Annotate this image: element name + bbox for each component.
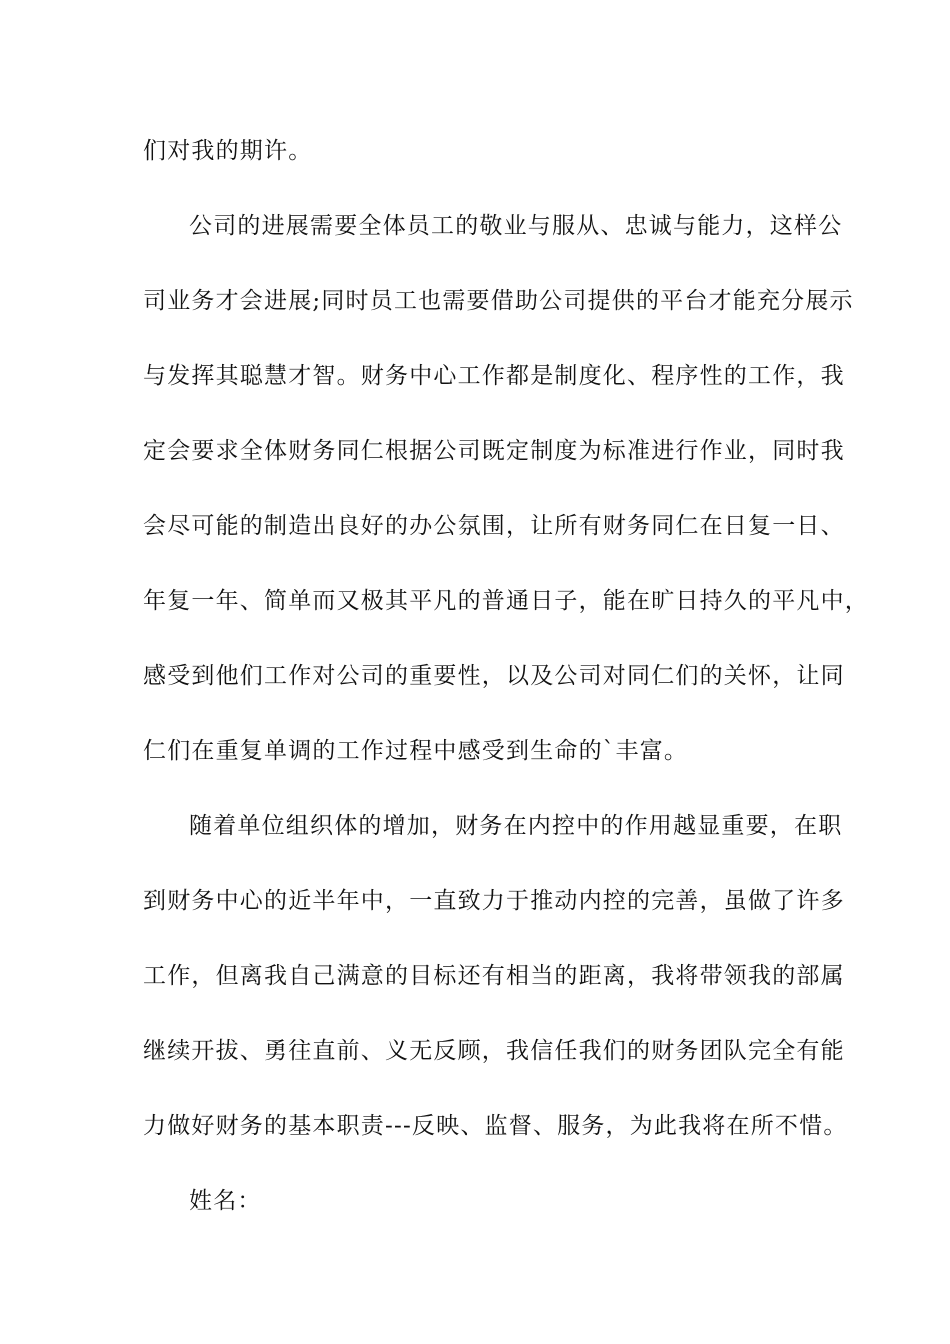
text-line: 继续开拔、勇往直前、义无反顾，我信任我们的财务团队完全有能 <box>143 1038 845 1064</box>
text-line: 仁们在重复单调的工作过程中感受到生命的`丰富。 <box>143 738 689 764</box>
name-label: 姓名： <box>189 1188 262 1214</box>
paragraph-start-line: 随着单位组织体的增加，财务在内控中的作用越显重要，在职 <box>189 813 843 839</box>
text-line: 定会要求全体财务同仁根据公司既定制度为标准进行作业，同时我 <box>143 438 845 464</box>
text-line: 年复一年、简单而又极其平凡的普通日子，能在旷日持久的平凡中， <box>143 588 869 614</box>
text-line: 与发挥其聪慧才智。财务中心工作都是制度化、程序性的工作，我 <box>143 363 845 389</box>
text-line: 会尽可能的制造出良好的办公氛围，让所有财务同仁在日复一日、 <box>143 513 845 539</box>
text-line: 力做好财务的基本职责---反映、监督、服务，为此我将在所不惜。 <box>143 1113 848 1139</box>
text-line: 感受到他们工作对公司的重要性，以及公司对同仁们的关怀，让同 <box>143 663 845 689</box>
text-line: 工作，但离我自己满意的目标还有相当的距离，我将带领我的部属 <box>143 963 845 989</box>
paragraph-start-line: 公司的进展需要全体员工的敬业与服从、忠诚与能力，这样公 <box>189 213 843 239</box>
text-line: 们对我的期许。 <box>143 138 313 164</box>
text-line: 到财务中心的近半年中，一直致力于推动内控的完善，虽做了许多 <box>143 888 845 914</box>
text-line: 司业务才会进展;同时员工也需要借助公司提供的平台才能充分展示 <box>143 288 854 314</box>
